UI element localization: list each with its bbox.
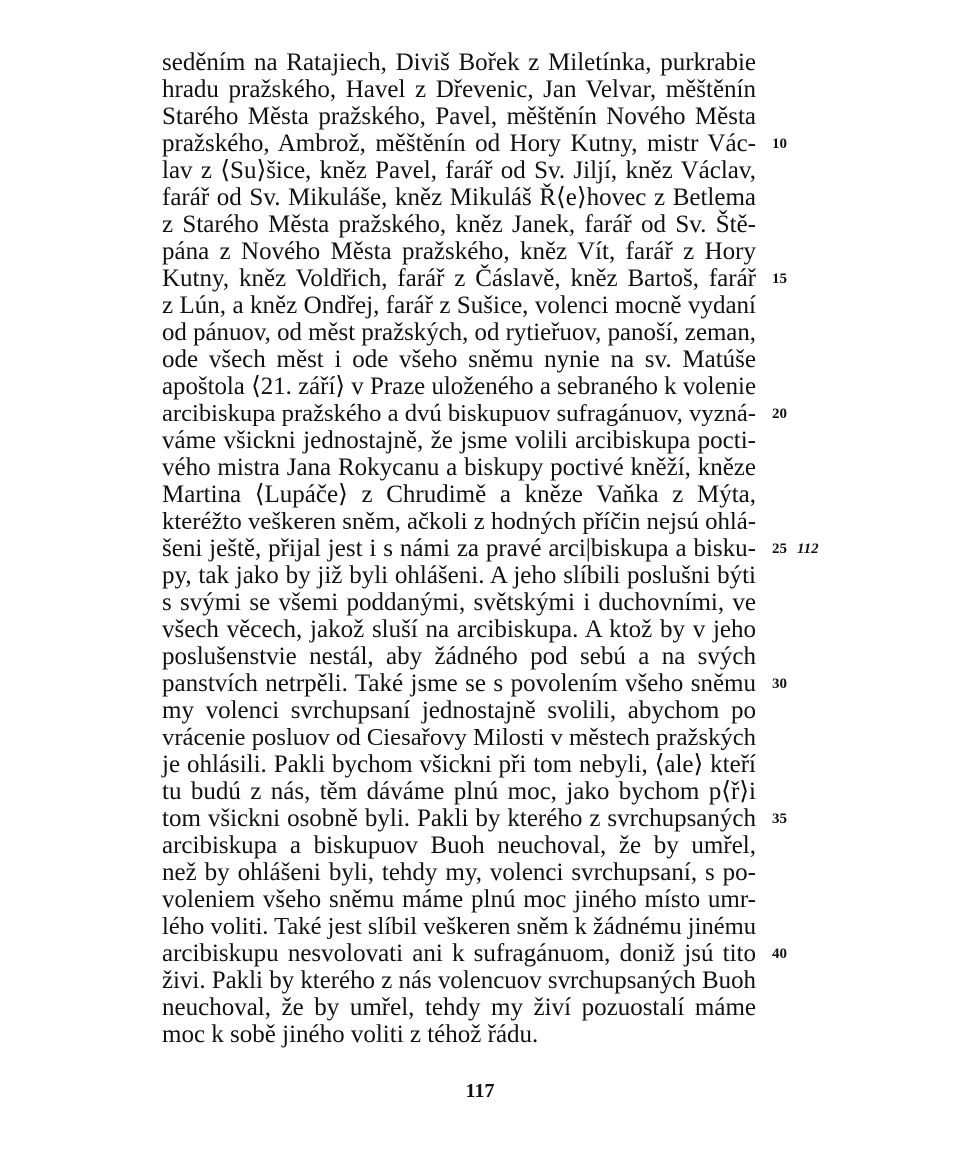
text-line [162,940,787,967]
text-line-content: my volenci svrchupsaní jednostajně svolili, abychom po [162,697,756,724]
text-line [162,805,787,832]
text-line-content: od pánuov, od měst pražských, od rytieřuov, panoší, zeman, [162,319,756,346]
text-line [162,400,787,427]
text-line-content: z Starého Města pražského, kněz Janek, farář od Sv. Ště- [162,211,756,238]
text-line-content: voleniem všeho sněmu máme plnú moc jiného místo umr- [162,886,756,913]
text-line [162,589,756,616]
text-line-content: živi. Pakli by kterého z nás volencuov svrchupsaných Buoh [162,967,756,994]
text-line [162,76,756,103]
text-line-content: lého voliti. Také jest slíbil veškeren sněm k žádnému jinému [162,913,756,940]
text-line-content: lav z ⟨Su⟩šice, kněz Pavel, farář od Sv. Jiljí, kněz Václav, [162,157,756,184]
text-line-content: arcibiskupa pražského a dvú biskupuov sufragánuov, vyzná- [162,400,756,427]
text-line-content: py, tak jako by již byli ohlášeni. A jeho slíbili poslušni býti [162,562,756,589]
line-number: 10 [772,136,787,152]
text-line-content: arcibiskupu nesvolovati ani k sufragánuom, doniž jsú tito [162,940,756,967]
text-line [162,643,756,670]
text-line [162,265,787,292]
text-line [162,913,756,940]
text-line-content: tu budú z nás, těm dáváme plnú moc, jako bychom p⟨ř⟩i [162,778,756,805]
text-line [162,238,756,265]
text-line [162,535,819,562]
text-line [162,967,756,994]
text-line-content: s svými se všemi poddanými, světskými i duchovními, ve [162,589,756,616]
original-page-reference: 112 [797,541,819,557]
text-line-content: seděním na Ratajiech, Diviš Bořek z Miletínka, purkrabie [162,49,756,76]
text-line [162,994,756,1021]
text-line [162,616,756,643]
text-line-content: pána z Nového Města pražského, kněz Vít, farář z Hory [162,238,756,265]
text-line [162,130,787,157]
line-number: 25 [772,541,787,557]
text-line-content: než by ohlášeni byli, tehdy my, volenci svrchupsaní, s po- [162,859,756,886]
text-line-content: tom všickni osobně byli. Pakli by kterého z svrchupsaných [162,805,756,832]
text-line-content: vrácenie posluov od Ciesařovy Milosti v městech pražských [162,724,756,751]
text-line [162,859,756,886]
text-line [162,184,756,211]
text-line-content: kteréžto veškeren sněm, ačkoli z hodných příčin nejsú ohlá- [162,508,756,535]
text-line-content: šeni ještě, přijal jest i s námi za pravé arci|biskupa a bisku- [162,535,756,562]
text-line [162,373,756,400]
text-line [162,697,756,724]
text-line [162,319,756,346]
text-line [162,454,756,481]
text-line-content: panstvích netrpěli. Také jsme se s povolením všeho sněmu [162,670,756,697]
text-line-content: z Lún, a kněz Ondřej, farář z Sušice, volenci mocně vydaní [162,292,756,319]
text-line [162,427,756,454]
text-line-content: farář od Sv. Mikuláše, kněz Mikuláš Ř⟨e⟩hovec z Betlema [162,184,756,211]
text-line-content: je ohlásili. Pakli bychom všickni při tom nebyli, ⟨ale⟩ kteří [162,751,756,778]
text-line [162,886,756,913]
line-number: 15 [772,271,787,287]
text-line-content: neuchoval, že by umřel, tehdy my živí pozuostalí máme [162,994,756,1021]
line-number: 40 [772,946,787,962]
text-line-content: všech věcech, jakož sluší na arcibiskupa. A ktož by v jeho [162,616,756,643]
text-line [162,211,756,238]
page-number: 117 [465,1080,495,1102]
text-line [162,346,756,373]
text-line [162,508,756,535]
text-line-content: apoštola ⟨21. září⟩ v Praze uloženého a sebraného k volenie [162,373,756,400]
text-line-content: váme všickni jednostajně, že jsme volili arcibiskupa pocti- [162,427,756,454]
text-line-content: pražského, Ambrož, měštěnín od Hory Kutny, mistr Vác- [162,130,756,157]
text-line-content: hradu pražského, Havel z Dřevenic, Jan Velvar, měštěnín [162,76,756,103]
text-line [162,481,756,508]
text-line [162,670,787,697]
text-line [162,157,756,184]
text-line-content: Martina ⟨Lupáče⟩ z Chrudimě a kněze Vaňka z Mýta, [162,481,756,508]
text-line [162,778,756,805]
text-line [162,292,756,319]
text-line-content: moc k sobě jiného voliti z téhož řádu. [162,1021,539,1048]
text-line-content: ode všech měst i ode všeho sněmu nynie na sv. Matúše [162,346,756,373]
text-line-content: poslušenstvie nestál, aby žádného pod sebú a na svých [162,643,756,670]
line-number: 20 [772,406,787,422]
body-text [162,49,819,1048]
text-line-content: Starého Města pražského, Pavel, měštěnín Nového Města [162,103,756,130]
text-line [162,103,756,130]
text-line [162,751,756,778]
text-line [162,724,756,751]
text-line [162,832,756,859]
text-line [162,49,756,76]
text-line [162,562,756,589]
text-line-content: vého mistra Jana Rokycanu a biskupy poctivé kněží, kněze [162,454,756,481]
line-number: 35 [772,811,787,827]
line-number: 30 [772,676,787,692]
text-line-content: arcibiskupa a biskupuov Buoh neuchoval, že by umřel, [162,832,756,859]
text-line-content: Kutny, kněz Voldřich, farář z Čáslavě, kněz Bartoš, farář [162,265,756,292]
text-line [162,1021,756,1048]
